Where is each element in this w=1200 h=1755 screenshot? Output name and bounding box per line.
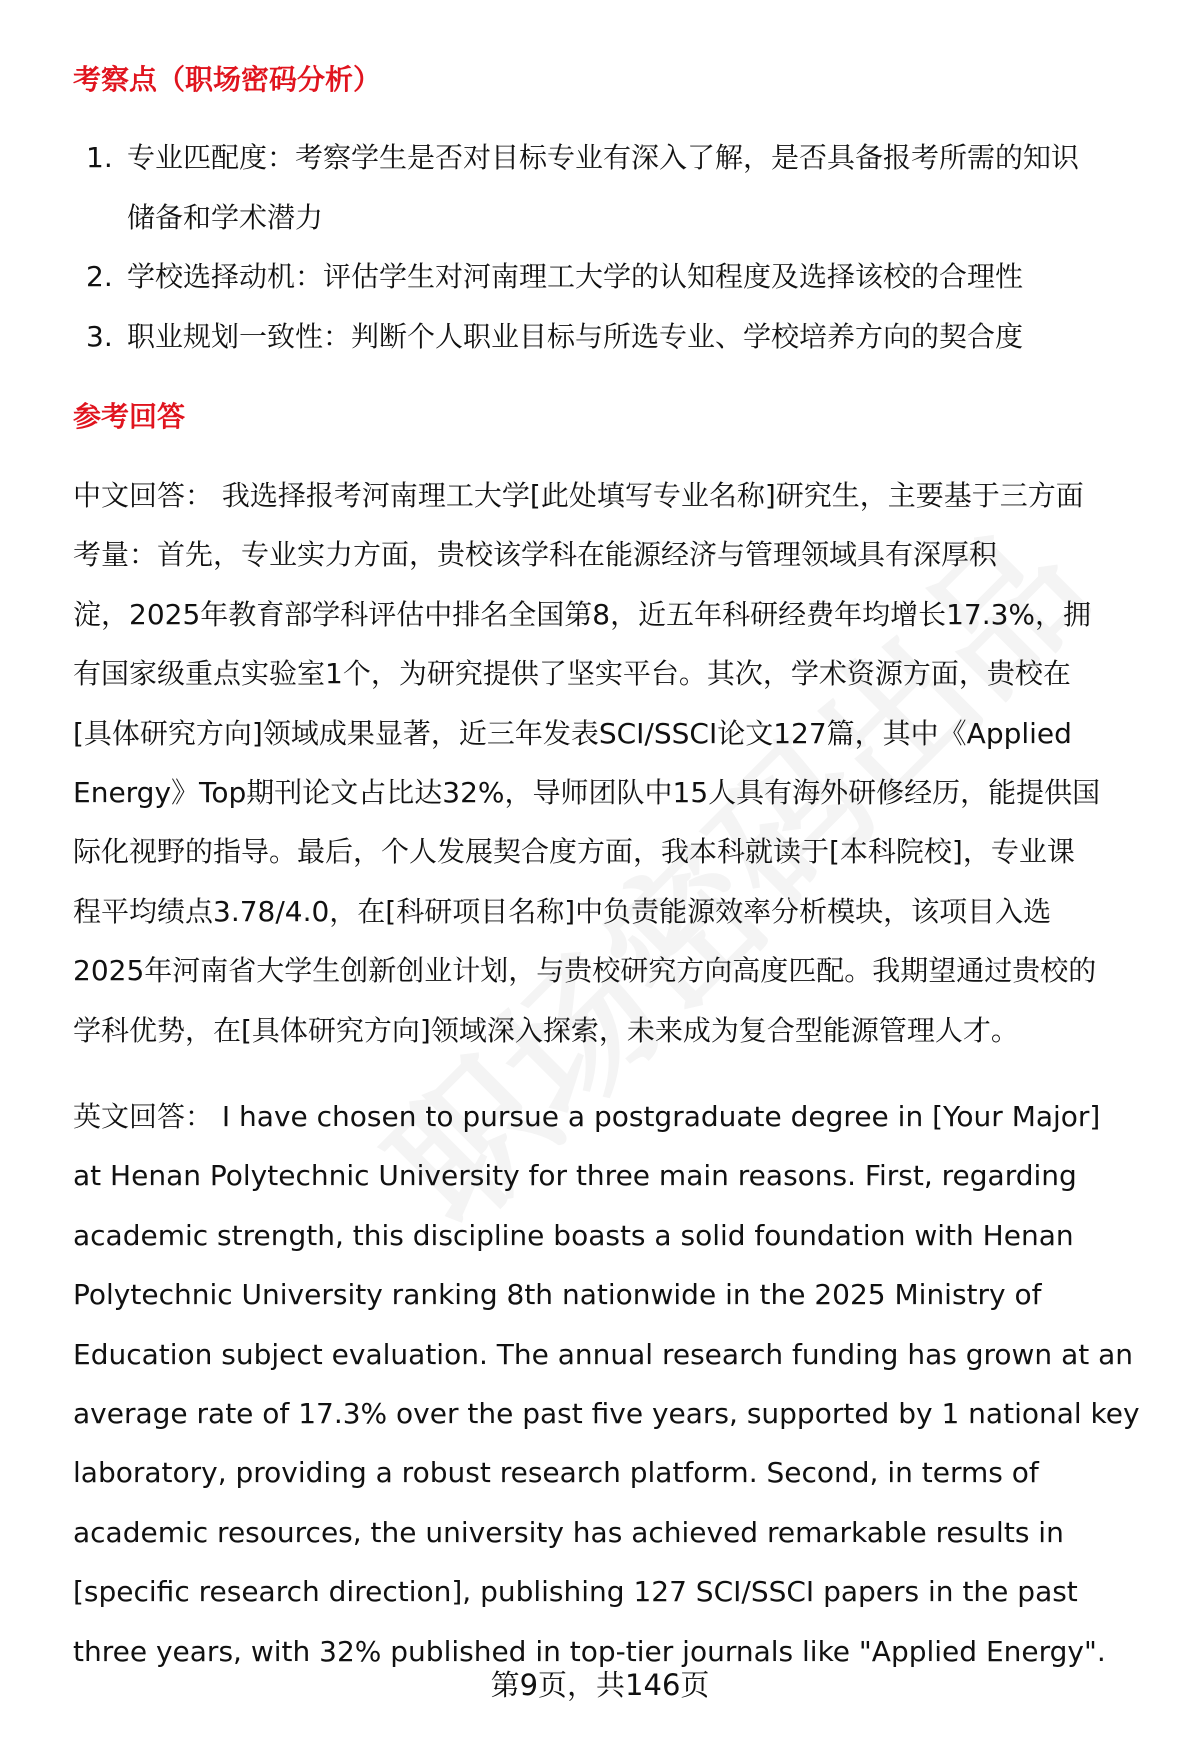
paragraph-line: [specific research direction], publishing 127 SCI/SSCI papers in the past [73, 1575, 1078, 1609]
paragraph-line: 淀，2025年教育部学科评估中排名全国第8，近五年科研经费年均增长17.3%，拥 [73, 597, 1092, 631]
paragraph-line: at Henan Polytechnic University for three main reasons. First, regarding [73, 1159, 1077, 1193]
paragraph-line: 学科优势，在[具体研究方向]领域深入探索，未来成为复合型能源管理人才。 [73, 1013, 1019, 1047]
paragraph-line: 中文回答： 我选择报考河南理工大学[此处填写专业名称]研究生，主要基于三方面 [73, 479, 1084, 512]
page-number: 第9页，共146页 [490, 1668, 710, 1702]
paragraph-line: 考量：首先，专业实力方面，贵校该学科在能源经济与管理领域具有深厚积 [73, 538, 998, 572]
list-item-text: 职业规划一致性：判断个人职业目标与所选专业、学校培养方向的契合度 [127, 319, 1024, 353]
paragraph-line: [具体研究方向]领域成果显著，近三年发表SCI/SSCI论文127篇，其中《Applied [73, 716, 1072, 750]
list-item-number: 1. [86, 141, 113, 174]
paragraph-line: Energy》Top期刊论文占比达32%，导师团队中15人具有海外研修经历，能提供国 [73, 776, 1101, 809]
paragraph-line: average rate of 17.3% over the past five years, supported by 1 national key [73, 1397, 1140, 1430]
section-title-exam-points: 考察点（职场密码分析） [73, 63, 382, 96]
paragraph-line: 程平均绩点3.78/4.0，在[科研项目名称]中负责能源效率分析模块，该项目入选 [73, 894, 1052, 928]
section-title-reference-answer: 参考回答 [73, 400, 186, 433]
paragraph-line: academic strength, this discipline boasts a solid foundation with Henan [73, 1218, 1074, 1252]
paragraph-line: 英文回答： I have chosen to pursue a postgraduate degree in [Your Major] [73, 1100, 1101, 1133]
paragraph-line: 有国家级重点实验室1个，为研究提供了坚实平台。其次，学术资源方面，贵校在 [73, 657, 1071, 691]
list-item-text: 专业匹配度：考察学生是否对目标专业有深入了解，是否具备报考所需的知识 [127, 141, 1080, 174]
list-item-text: 学校选择动机：评估学生对河南理工大学的认知程度及选择该校的合理性 [127, 260, 1024, 293]
list-item-text: 储备和学术潜力 [127, 200, 324, 234]
paragraph-line: Polytechnic University ranking 8th nationwide in the 2025 Ministry of [73, 1278, 1042, 1312]
paragraph-line: 2025年河南省大学生创新创业计划，与贵校研究方向高度匹配。我期望通过贵校的 [73, 954, 1097, 988]
paragraph-line: academic resources, the university has achieved remarkable results in [73, 1515, 1064, 1549]
paragraph-line: Education subject evaluation. The annual research funding has grown at an [73, 1337, 1134, 1371]
paragraph-line: 际化视野的指导。最后，个人发展契合度方面，我本科就读于[本科院校]，专业课 [73, 835, 1075, 869]
paragraph-line: laboratory, providing a robust research platform. Second, in terms of [73, 1456, 1039, 1490]
paragraph-line: three years, with 32% published in top-tier journals like "Applied Energy". [73, 1634, 1106, 1668]
list-item-number: 2. [86, 260, 113, 293]
list-item-number: 3. [86, 319, 113, 353]
